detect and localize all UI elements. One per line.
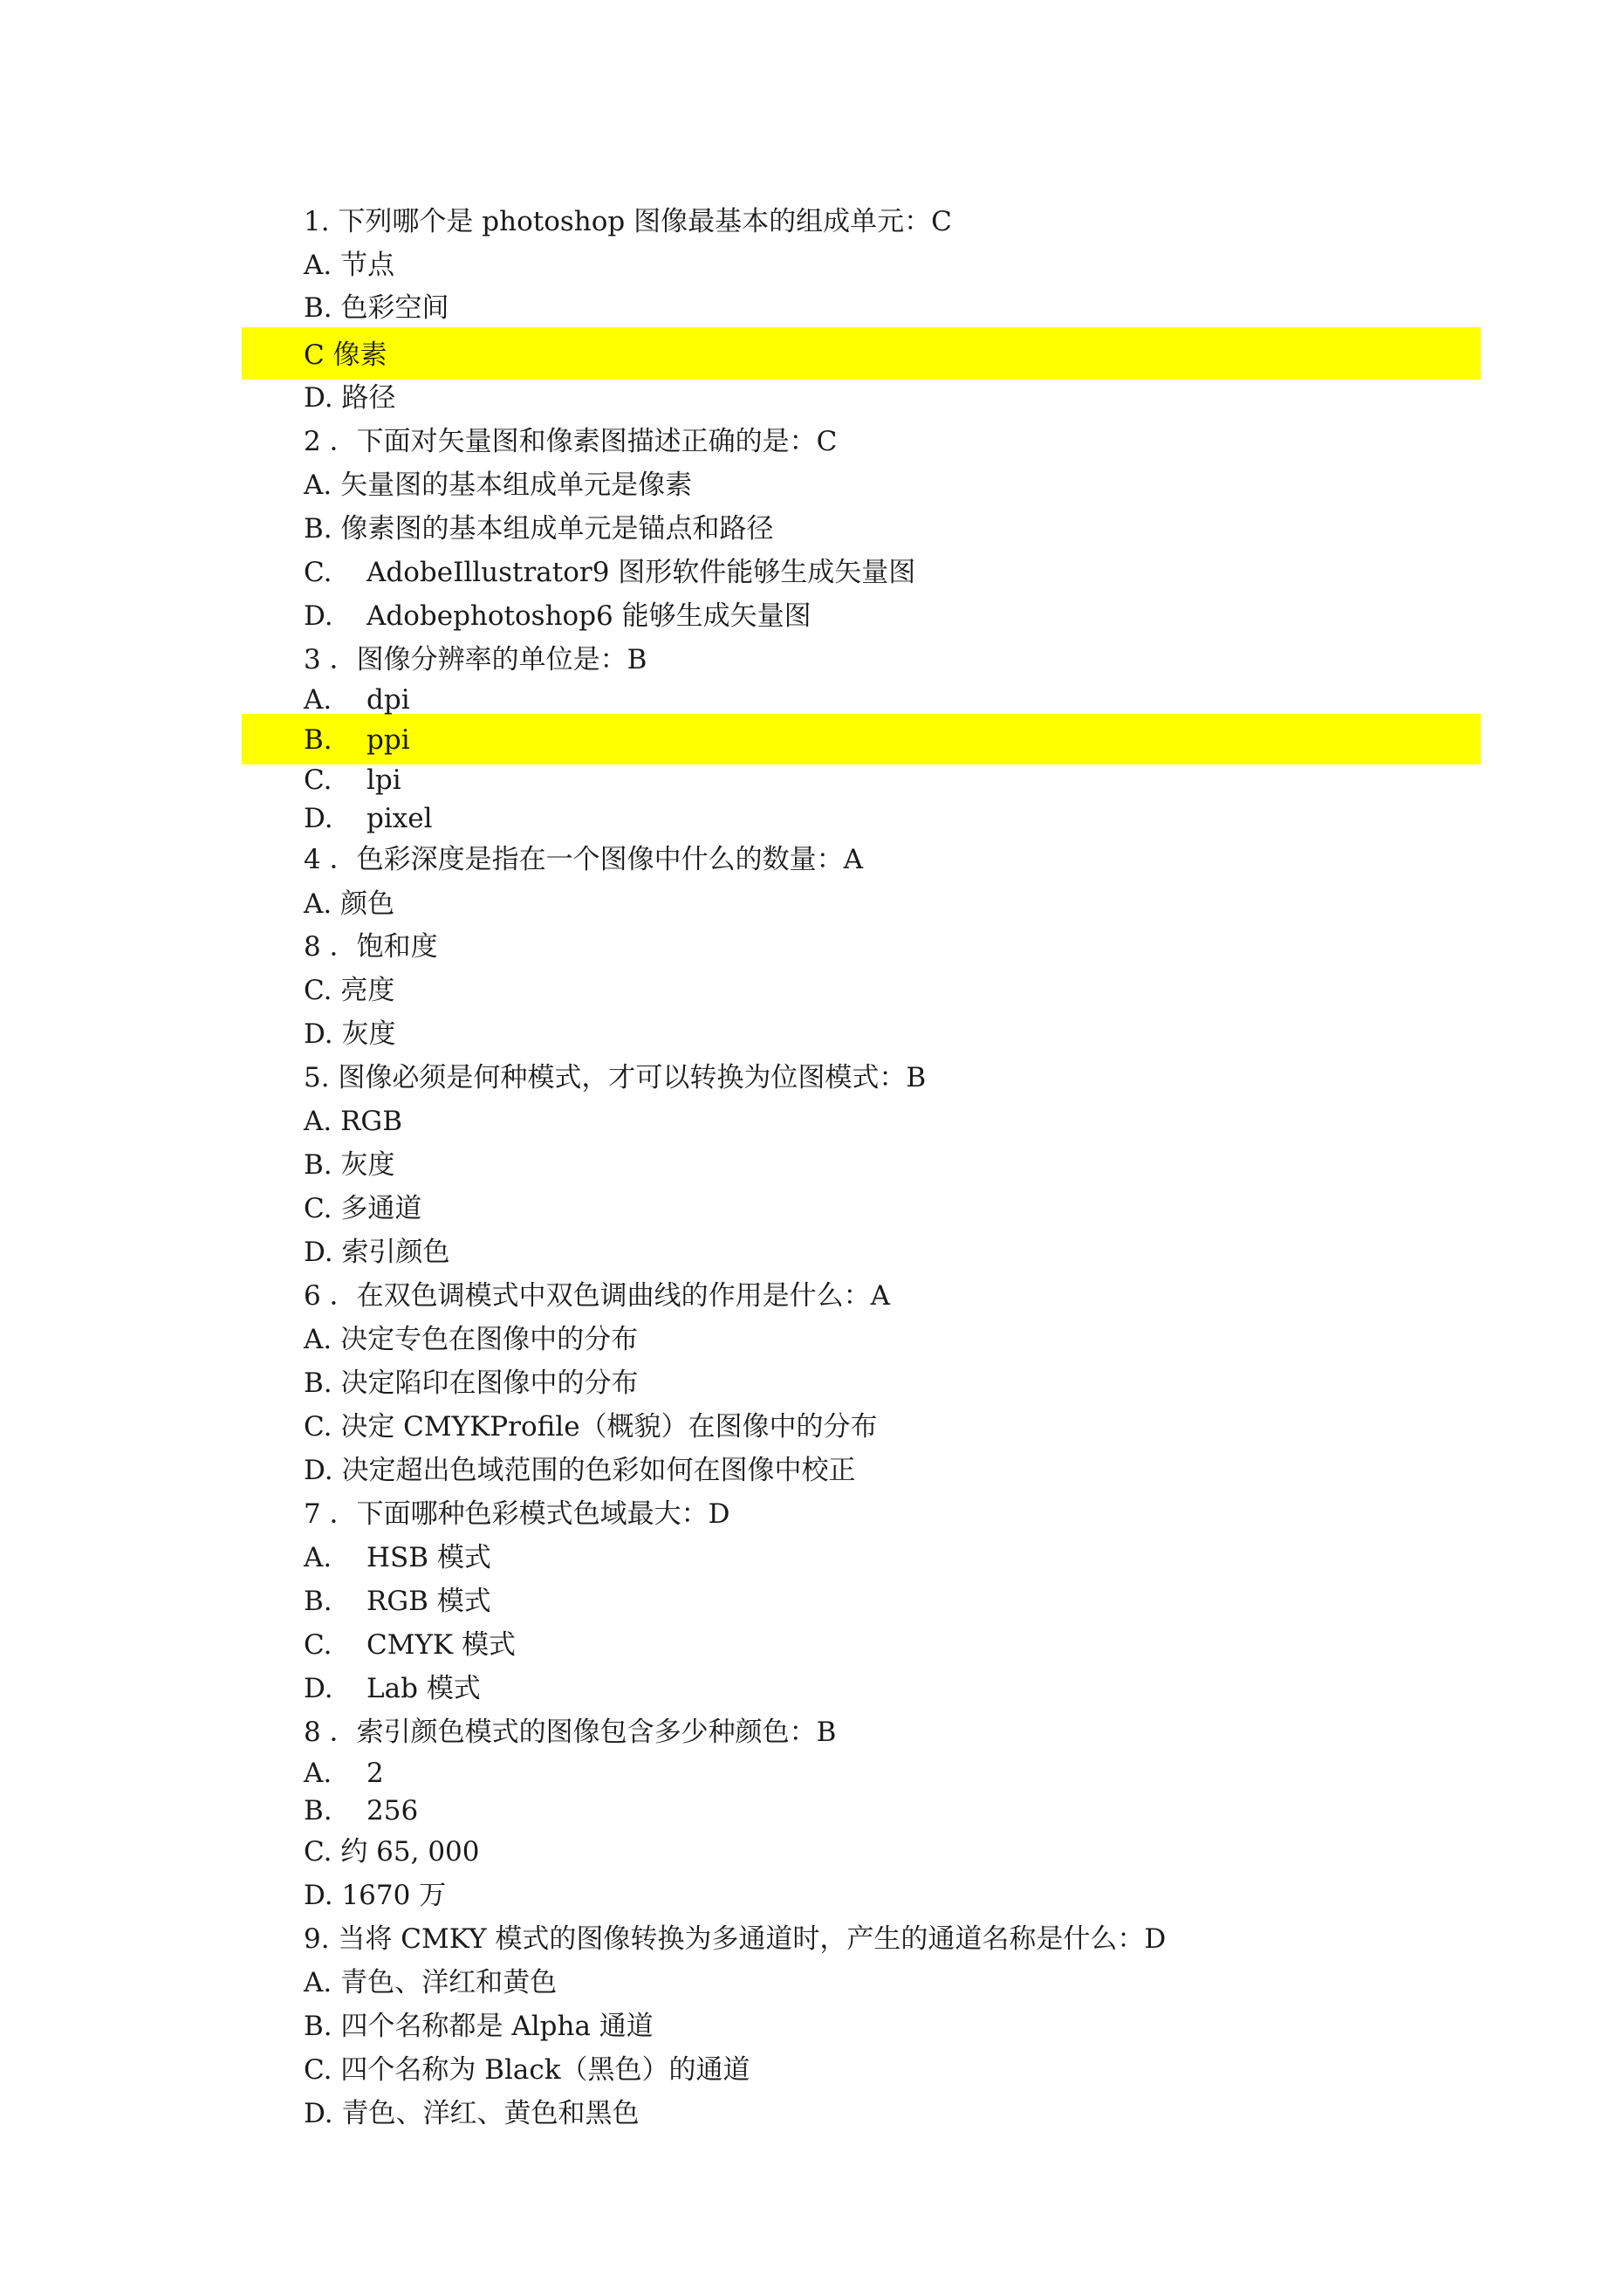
question-3: 3 ．图像分辨率的单位是：B (304, 644, 647, 675)
option-label: C. (304, 1629, 332, 1661)
question-2: 2 ．下面对矢量图和像素图描述正确的是：C (304, 426, 838, 457)
highlight-bar (242, 714, 1481, 764)
option-text: Lab 模式 (366, 1673, 481, 1704)
option-1a: A. 节点 (304, 250, 395, 281)
question-8: 8 ．索引颜色模式的图像包含多少种颜色：B (304, 1717, 837, 1748)
option-label: C. (304, 557, 332, 588)
option-3b (304, 723, 410, 757)
option-9b: B. 四个名称都是 Alpha 通道 (304, 2011, 654, 2042)
option-label: B. (304, 724, 332, 756)
option-6b: B. 决定陷印在图像中的分布 (304, 1367, 639, 1399)
option-4b: 8 ．饱和度 (304, 931, 438, 963)
question-1: 1. 下列哪个是 photoshop 图像最基本的组成单元：C (304, 206, 952, 237)
option-text: CMYK 模式 (366, 1629, 516, 1661)
option-text: RGB 模式 (366, 1586, 491, 1617)
question-7: 7 ．下面哪种色彩模式色域最大：D (304, 1498, 730, 1530)
question-4: 4 ．色彩深度是指在一个图像中什么的数量：A (304, 844, 863, 875)
option-text: pixel (366, 803, 433, 834)
option-label: C. (304, 764, 332, 796)
option-label: A. (304, 684, 332, 716)
option-1d: D. 路径 (304, 382, 396, 414)
option-label: B. (304, 1586, 332, 1617)
option-label: D. (304, 803, 333, 834)
option-1c: C 像素 (304, 339, 387, 371)
option-label: A. (304, 1758, 332, 1789)
option-label: B. (304, 1795, 332, 1827)
option-6a: A. 决定专色在图像中的分布 (304, 1324, 639, 1355)
option-2b: B. 像素图的基本组成单元是锚点和路径 (304, 513, 774, 545)
option-text: AdobeIllustrator9 图形软件能够生成矢量图 (366, 557, 916, 588)
highlight-bar (242, 327, 1481, 380)
option-9d: D. 青色、洋红、黄色和黑色 (304, 2098, 640, 2129)
option-7c (304, 1628, 516, 1662)
option-8b (304, 1793, 418, 1828)
option-3d (304, 801, 433, 836)
option-3c (304, 763, 401, 798)
question-5: 5. 图像必须是何种模式，才可以转换为位图模式：B (304, 1062, 927, 1093)
question-9: 9. 当将 CMKY 模式的图像转换为多通道时，产生的通道名称是什么：D (304, 1923, 1167, 1955)
option-3a (304, 682, 410, 717)
option-6c: C. 决定 CMYKProfile（概貌）在图像中的分布 (304, 1411, 878, 1443)
option-text: Adobephotoshop6 能够生成矢量图 (366, 600, 812, 632)
option-2a: A. 矢量图的基本组成单元是像素 (304, 469, 693, 501)
option-2c (304, 555, 915, 590)
option-text: ppi (366, 724, 410, 756)
option-5d: D. 索引颜色 (304, 1237, 450, 1268)
option-label: A. (304, 1542, 332, 1573)
option-text: HSB 模式 (366, 1542, 491, 1573)
option-text: 256 (366, 1795, 419, 1827)
option-5a: A. RGB (304, 1106, 402, 1137)
option-2d (304, 599, 812, 634)
option-label: D. (304, 1673, 333, 1704)
option-4c: C. 亮度 (304, 975, 395, 1006)
option-6d: D. 决定超出色域范围的色彩如何在图像中校正 (304, 1455, 856, 1486)
question-6: 6 ．在双色调模式中双色调曲线的作用是什么：A (304, 1280, 890, 1312)
option-8a (304, 1756, 384, 1791)
option-text: lpi (366, 764, 401, 796)
option-label: D. (304, 600, 333, 632)
option-5b: B. 灰度 (304, 1149, 395, 1181)
option-1b: B. 色彩空间 (304, 292, 449, 324)
option-text: 2 (366, 1758, 384, 1789)
option-4d: D. 灰度 (304, 1018, 396, 1050)
option-7d (304, 1671, 481, 1706)
option-8c: C. 约 65, 000 (304, 1836, 480, 1868)
option-9a: A. 青色、洋红和黄色 (304, 1967, 558, 1998)
option-7b (304, 1584, 491, 1619)
option-text: dpi (366, 684, 410, 716)
option-9c: C. 四个名称为 Black（黑色）的通道 (304, 2054, 750, 2086)
option-7a (304, 1540, 491, 1575)
option-5c: C. 多通道 (304, 1193, 422, 1224)
option-8d: D. 1670 万 (304, 1880, 447, 1911)
option-4a: A. 颜色 (304, 888, 395, 920)
